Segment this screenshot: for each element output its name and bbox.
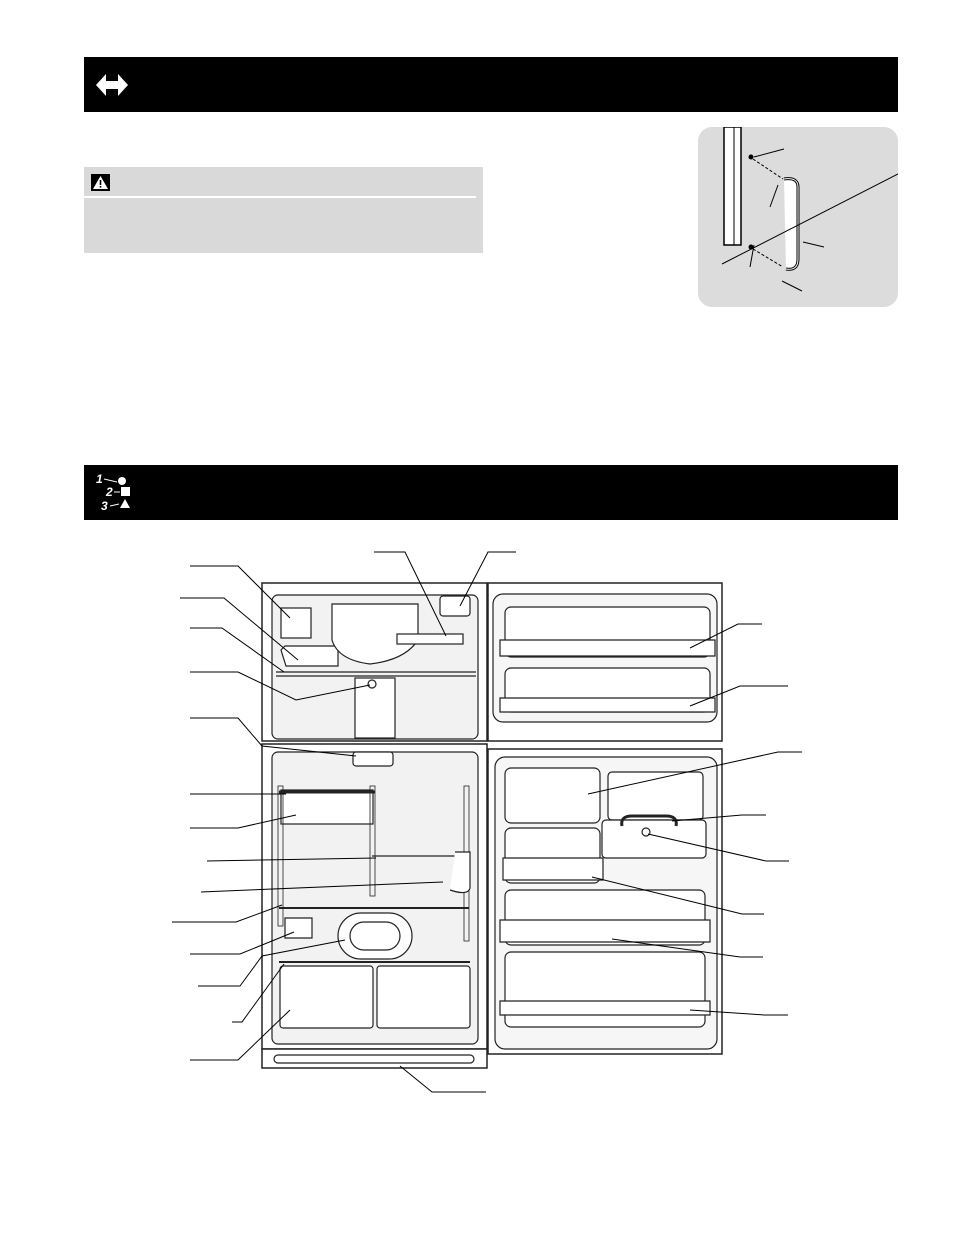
warning-panel — [84, 167, 483, 253]
section-header-features — [84, 465, 898, 520]
glyph-1: 1 — [96, 472, 103, 486]
glyph-2: 2 — [106, 485, 113, 499]
glyph-3: 3 — [101, 499, 108, 513]
section-header-door-reversal — [84, 57, 898, 112]
reverse-arrows-icon — [84, 57, 144, 112]
numbered-shapes-icon — [84, 465, 154, 520]
warning-triangle-icon — [91, 174, 110, 191]
warning-rule — [84, 196, 476, 198]
handle-installation-illustration — [698, 127, 898, 307]
